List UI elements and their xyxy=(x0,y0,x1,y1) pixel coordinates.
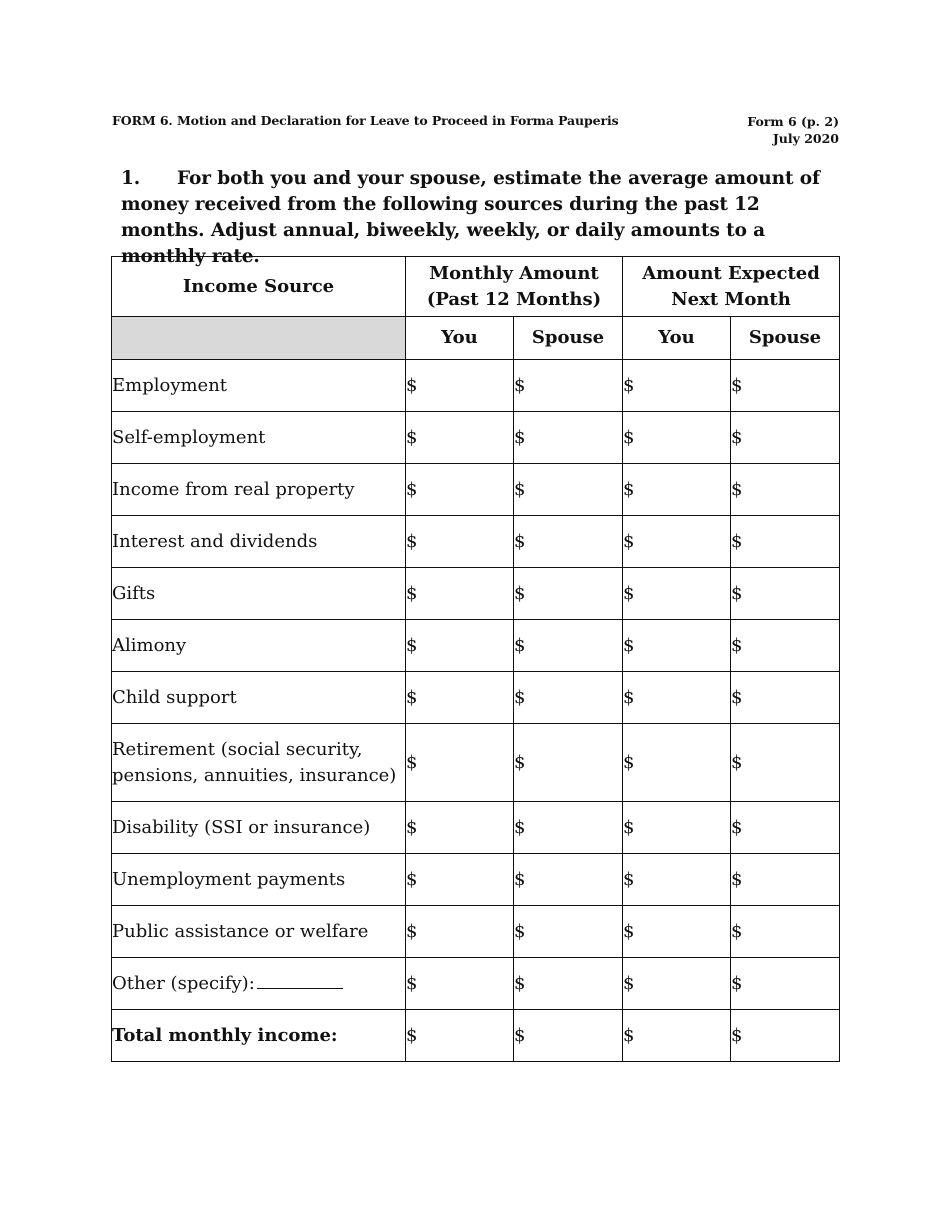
specify-blank-line[interactable] xyxy=(257,970,343,989)
amount-field[interactable]: $ xyxy=(406,802,514,854)
amount-field[interactable]: $ xyxy=(623,568,731,620)
form-date: July 2020 xyxy=(772,131,839,146)
amount-field[interactable]: $ xyxy=(514,672,623,724)
income-source-label: Child support xyxy=(112,672,406,724)
amount-field[interactable]: $ xyxy=(731,672,840,724)
income-source-label: Other (specify): xyxy=(112,973,255,994)
income-source-label: Retirement (social security, pensions, annuities, insurance) xyxy=(112,724,406,802)
income-source-label: Disability (SSI or insurance) xyxy=(112,802,406,854)
table-row xyxy=(112,360,840,412)
income-source-label: Gifts xyxy=(112,568,406,620)
table-row xyxy=(112,464,840,516)
table-row xyxy=(112,854,840,906)
amount-field[interactable]: $ xyxy=(406,568,514,620)
page-info xyxy=(700,113,839,147)
amount-field[interactable]: $ xyxy=(406,724,514,802)
amount-field[interactable]: $ xyxy=(514,854,623,906)
income-source-header: Income Source xyxy=(112,257,406,317)
table-row xyxy=(112,620,840,672)
income-table xyxy=(111,256,840,1062)
amount-field[interactable]: $ xyxy=(623,672,731,724)
amount-field[interactable]: $ xyxy=(731,802,840,854)
amount-field[interactable]: $ xyxy=(514,464,623,516)
amount-field[interactable]: $ xyxy=(731,412,840,464)
amount-field[interactable]: $ xyxy=(514,958,623,1010)
amount-field[interactable]: $ xyxy=(406,464,514,516)
income-source-label: Interest and dividends xyxy=(112,516,406,568)
amount-field[interactable]: $ xyxy=(514,516,623,568)
subheader-you: You xyxy=(406,317,514,360)
amount-field[interactable]: $ xyxy=(514,568,623,620)
subheader-you: You xyxy=(623,317,731,360)
amount-field[interactable]: $ xyxy=(406,360,514,412)
amount-field[interactable]: $ xyxy=(731,620,840,672)
amount-field[interactable]: $ xyxy=(514,360,623,412)
total-amount-field[interactable]: $ xyxy=(731,1010,840,1062)
amount-field[interactable]: $ xyxy=(623,906,731,958)
amount-field[interactable]: $ xyxy=(731,516,840,568)
amount-field[interactable]: $ xyxy=(623,854,731,906)
total-label: Total monthly income: xyxy=(112,1010,406,1062)
income-source-label: Alimony xyxy=(112,620,406,672)
subheader-spouse: Spouse xyxy=(731,317,840,360)
table-row xyxy=(112,958,840,1010)
monthly-amount-header: Monthly Amount (Past 12 Months) xyxy=(406,257,623,317)
amount-field[interactable]: $ xyxy=(514,620,623,672)
amount-field[interactable]: $ xyxy=(406,672,514,724)
table-row xyxy=(112,516,840,568)
amount-field[interactable]: $ xyxy=(514,802,623,854)
amount-field[interactable]: $ xyxy=(623,464,731,516)
amount-field[interactable]: $ xyxy=(623,620,731,672)
table-row xyxy=(112,906,840,958)
amount-field[interactable]: $ xyxy=(514,724,623,802)
table-row xyxy=(112,672,840,724)
amount-field[interactable]: $ xyxy=(623,802,731,854)
total-amount-field[interactable]: $ xyxy=(623,1010,731,1062)
amount-field[interactable]: $ xyxy=(514,412,623,464)
total-row xyxy=(112,1010,840,1062)
table-row xyxy=(112,802,840,854)
amount-field[interactable]: $ xyxy=(406,958,514,1010)
amount-field[interactable]: $ xyxy=(731,464,840,516)
total-amount-field[interactable]: $ xyxy=(406,1010,514,1062)
subheader-spouse: Spouse xyxy=(514,317,623,360)
amount-field[interactable]: $ xyxy=(623,412,731,464)
amount-field[interactable]: $ xyxy=(623,360,731,412)
amount-field[interactable]: $ xyxy=(406,516,514,568)
question-intro xyxy=(121,166,841,270)
income-source-label: Public assistance or welfare xyxy=(112,906,406,958)
table-row xyxy=(112,724,840,802)
amount-field[interactable]: $ xyxy=(623,958,731,1010)
amount-field[interactable]: $ xyxy=(514,906,623,958)
amount-field[interactable]: $ xyxy=(406,854,514,906)
amount-field[interactable]: $ xyxy=(623,724,731,802)
amount-field[interactable]: $ xyxy=(731,906,840,958)
total-amount-field[interactable]: $ xyxy=(514,1010,623,1062)
table-row xyxy=(112,568,840,620)
other-source-cell xyxy=(112,958,406,1010)
income-source-label: Employment xyxy=(112,360,406,412)
form-title: FORM 6. Motion and Declaration for Leave to Proceed in Forma Pauperis xyxy=(112,113,619,128)
income-source-label: Unemployment payments xyxy=(112,854,406,906)
amount-field[interactable]: $ xyxy=(731,854,840,906)
table-header-row xyxy=(112,257,840,317)
amount-field[interactable]: $ xyxy=(406,412,514,464)
income-source-label: Income from real property xyxy=(112,464,406,516)
shaded-cell xyxy=(112,317,406,360)
amount-field[interactable]: $ xyxy=(731,724,840,802)
table-row xyxy=(112,412,840,464)
question-text: For both you and your spouse, estimate the average amount of money received from the following sources during the past 12 months. Adjust annual, biweekly, weekly, or daily amounts to a monthly rate. xyxy=(121,168,820,267)
amount-field[interactable]: $ xyxy=(406,620,514,672)
expected-amount-header: Amount Expected Next Month xyxy=(623,257,840,317)
page-label: Form 6 (p. 2) xyxy=(747,114,839,129)
amount-field[interactable]: $ xyxy=(731,360,840,412)
amount-field[interactable]: $ xyxy=(731,568,840,620)
amount-field[interactable]: $ xyxy=(623,516,731,568)
question-number: 1. xyxy=(121,168,141,189)
income-source-label: Self-employment xyxy=(112,412,406,464)
table-subheader-row xyxy=(112,317,840,360)
amount-field[interactable]: $ xyxy=(731,958,840,1010)
amount-field[interactable]: $ xyxy=(406,906,514,958)
